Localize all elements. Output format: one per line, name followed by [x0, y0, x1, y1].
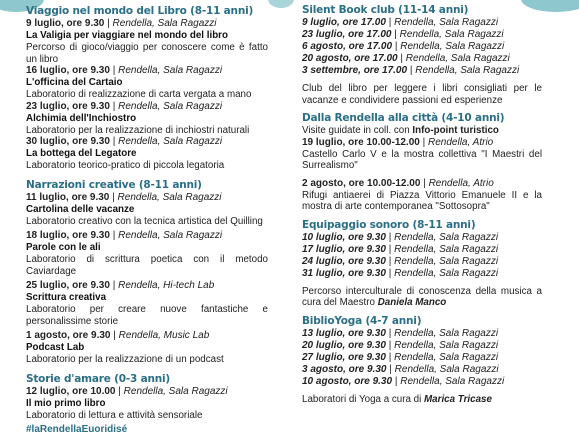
event-date: 20 agosto, ore 17.00	[302, 53, 398, 64]
event-date: 25 luglio, ore 9.30	[26, 280, 110, 291]
event-date: 10 agosto, ore 9.30	[302, 375, 393, 387]
event-title: La Valigia per viaggiare nel mondo del libro	[26, 30, 228, 41]
event-place: Rendella, Sala Ragazzi	[118, 230, 223, 241]
date-row: 6 agosto, ore 17.00 | Rendella, Sala Ragazzi	[302, 41, 505, 52]
section-heading: Equipaggio sonoro (8-11 anni)	[302, 218, 476, 231]
event-title: Podcast Lab	[26, 342, 85, 353]
date-row: 27 luglio, ore 9.30 | Rendella, Sala Ragazzi	[302, 351, 499, 363]
hashtag: #laRendellaEuoridisé	[26, 424, 128, 435]
event-date: 30 luglio, ore 9.30	[26, 136, 110, 147]
section-viaggio	[26, 5, 268, 172]
date-row: 17 luglio, ore 9.30 | Rendella, Sala Ragazzi	[302, 243, 499, 255]
event-place: Rendella, Sala Ragazzi	[118, 136, 223, 147]
section-heading: Dalla Rendella alla città (4-10 anni)	[302, 112, 505, 124]
event-place: Rendella, Sala Ragazzi	[394, 363, 499, 375]
event-date: 31 luglio, ore 9.30	[302, 267, 386, 279]
event-title: Scrittura creativa	[26, 292, 107, 303]
event-place: Rendella, Atrio	[428, 136, 494, 148]
section-heading: BiblioYoga (4-7 anni)	[302, 314, 422, 327]
event-item: 1 agosto, ore 9.30 | Rendella, Music Lab Podcast Lab Laboratorio per la realizzazione di un podcast	[26, 330, 268, 366]
section-silent-book-club	[302, 4, 542, 106]
event-title: La bottega del Legatore	[26, 148, 137, 159]
event-date: 13 luglio, ore 9.30	[302, 327, 386, 339]
event-place: Rendella, Sala Ragazzi	[112, 18, 217, 29]
event-place: Rendella, Hi-tech Lab	[118, 280, 215, 291]
event-description: Rifugi antiaerei di Piazza Vittorio Emanuele II e la mostra di arte contemporanea "Sottosopra"	[302, 189, 542, 212]
event-date: 2 agosto, ore 10.00-12.00	[302, 177, 421, 189]
event-title: Il mio primo libro	[26, 397, 106, 409]
left-column	[26, 4, 268, 436]
event-date: 24 luglio, ore 9.30	[302, 255, 386, 267]
event-item: 23 luglio, ore 9.30 | Rendella, Sala Ragazzi Alchimia dell'Inchiostro Laboratorio per la realizzazione di inchiostri naturali	[26, 101, 268, 137]
event-date: 3 agosto, ore 9.30	[302, 363, 387, 375]
section-equipaggio-sonoro	[302, 219, 542, 309]
event-place: Rendella, Sala Ragazzi	[405, 53, 510, 64]
section-narrazioni	[26, 179, 268, 366]
event-place: Rendella, Sala Ragazzi	[394, 327, 499, 339]
partner-name: Info-point turistico	[412, 125, 499, 136]
event-date: 27 luglio, ore 9.30	[302, 351, 386, 363]
event-title: Parole con le ali	[26, 242, 101, 253]
event-date: 12 luglio, ore 10.00	[26, 385, 116, 397]
event-description: Laboratorio di realizzazione di carta vergata a mano	[26, 89, 252, 100]
event-place: Rendella, Sala Ragazzi	[415, 65, 520, 76]
event-item: 9 luglio, ore 9.30 | Rendella, Sala Ragazzi La Valigia per viaggiare nel mondo del libro Percorso di gioco/viaggio per conoscere come è fatto un libro	[26, 18, 268, 65]
event-item: 16 luglio, ore 9.30 | Rendella, Sala Ragazzi L'officina del Cartaio Laboratorio di realizzazione di carta vergata a mano	[26, 65, 268, 101]
event-date: 10 luglio, ore 9.30	[302, 231, 386, 243]
event-date: 16 luglio, ore 9.30	[26, 65, 110, 76]
event-place: Rendella, Sala Ragazzi	[394, 17, 499, 28]
event-title: Alchimia dell'Inchiostro	[26, 112, 137, 124]
section-storie	[26, 373, 268, 422]
event-place: Rendella, Sala Ragazzi	[394, 255, 499, 267]
date-row: 3 settembre, ore 17.00 | Rendella, Sala Ragazzi	[302, 65, 520, 76]
curator-name: Marica Tricase	[424, 393, 492, 405]
event-item: 11 luglio, ore 9.30 | Rendella, Sala Ragazzi Cartolina delle vacanze Laboratorio creativo con la tecnica artistica del Quilling	[26, 192, 268, 228]
right-column	[302, 4, 542, 405]
section-biblioyoga	[302, 315, 542, 406]
section-heading: Silent Book club (11-14 anni)	[302, 4, 469, 16]
date-row: 24 luglio, ore 9.30 | Rendella, Sala Ragazzi	[302, 255, 499, 267]
date-row: 31 luglio, ore 9.30 | Rendella, Sala Ragazzi	[302, 267, 499, 279]
event-place: Rendella, Sala Ragazzi	[394, 339, 499, 351]
event-place: Rendella, Sala Ragazzi	[117, 191, 222, 203]
event-place: Rendella, Sala Ragazzi	[118, 65, 223, 76]
date-row: 23 luglio, ore 17.00 | Rendella, Sala Ragazzi	[302, 29, 504, 40]
event-description: Laboratorio per la realizzazione di inchiostri naturali	[26, 124, 250, 136]
event-date: 9 luglio, ore 17.00	[302, 17, 386, 28]
event-place: Rendella, Sala Ragazzi	[400, 41, 505, 52]
event-item: 18 luglio, ore 9.30 | Rendella, Sala Ragazzi Parole con le ali Laboratorio di scrittura poetica con il metodo Caviardage	[26, 230, 268, 277]
event-date: 17 luglio, ore 9.30	[302, 243, 386, 255]
section-description: Club del libro per leggere i libri consigliati per le vacanze e condividere passioni ed esperienze	[302, 83, 542, 106]
event-date: 23 luglio, ore 9.30	[26, 100, 110, 112]
event-place: Rendella, Sala Ragazzi	[123, 385, 228, 397]
date-row: 10 luglio, ore 9.30 | Rendella, Sala Ragazzi	[302, 231, 499, 243]
event-date: 20 luglio, ore 9.30	[302, 339, 386, 351]
event-date: 23 luglio, ore 17.00	[302, 29, 392, 40]
date-row: 20 agosto, ore 17.00 | Rendella, Sala Ragazzi	[302, 53, 510, 64]
section-heading: Narrazioni creative (8-11 anni)	[26, 178, 202, 191]
event-title: L'officina del Cartaio	[26, 77, 123, 88]
event-place: Rendella, Sala Ragazzi	[399, 29, 504, 40]
section-heading: Viaggio nel mondo del Libro (8-11 anni)	[26, 5, 254, 17]
event-place: Rendella, Sala Ragazzi	[394, 231, 499, 243]
section-intro: Visite guidate in coll. con Info-point turistico	[302, 125, 499, 136]
date-row: 9 luglio, ore 17.00 | Rendella, Sala Ragazzi	[302, 17, 499, 28]
event-description: Laboratorio di scrittura poetica con il metodo Caviardage	[26, 254, 268, 277]
date-row: 20 luglio, ore 9.30 | Rendella, Sala Ragazzi	[302, 339, 499, 351]
event-place: Rendella, Atrio	[428, 177, 494, 189]
date-row: 3 agosto, ore 9.30 | Rendella, Sala Ragazzi	[302, 363, 499, 375]
event-date: 6 agosto, ore 17.00	[302, 41, 393, 52]
event-place: Rendella, Sala Ragazzi	[394, 351, 499, 363]
event-date: 19 luglio, ore 10.00-12.00	[302, 136, 420, 148]
event-place: Rendella, Sala Ragazzi	[118, 100, 223, 112]
event-description: Laboratorio di lettura e attività sensoriale	[26, 409, 203, 421]
event-description: Laboratorio teorico-pratico di piccola legatoria	[26, 160, 225, 171]
section-description: Percorso interculturale di conoscenza della musica a cura del Maestro Daniela Manco	[302, 285, 542, 308]
decorative-blob-center	[268, 0, 294, 8]
event-date: 11 luglio, ore 9.30	[26, 191, 110, 203]
event-description: Laboratorio creativo con la tecnica artistica del Quilling	[26, 215, 263, 227]
event-place: Rendella, Sala Ragazzi	[394, 267, 499, 279]
event-item: 25 luglio, ore 9.30 | Rendella, Hi-tech Lab Scrittura creativa Laboratorio per creare nuove fantastiche e personalissime storie	[26, 280, 268, 327]
event-description: Laboratorio per la realizzazione di un podcast	[26, 354, 224, 365]
curator-name: Daniela Manco	[377, 297, 447, 308]
section-description: Laboratori di Yoga a cura di Marica Tricase	[302, 393, 492, 405]
event-item: 30 luglio, ore 9.30 | Rendella, Sala Ragazzi La bottega del Legatore Laboratorio teorico-pratico di piccola legatoria	[26, 136, 268, 172]
event-description: Percorso di gioco/viaggio per conoscere come è fatto un libro	[26, 42, 268, 65]
event-date: 18 luglio, ore 9.30	[26, 230, 110, 241]
section-dalla-rendella: Dalla Rendella alla città (4-10 anni) Visite guidate in coll. con Info-point turistico 19 luglio, ore 10.00-12.00 | Rendella, Atrio Castello Carlo V e la mostra collettiva "I Maestri del Surrealismo" 2 agosto, ore 10.00-12.00 | Rendella, Atrio Rifugi antiaerei di Piazza Vittorio Emanuele II e la mostra di arte contemporanea "Sottosopra"	[302, 112, 542, 212]
event-description: Laboratorio per creare nuove fantastiche e personalissime storie	[26, 304, 268, 327]
event-place: Rendella, Sala Ragazzi	[400, 375, 505, 387]
event-date: 3 settembre, ore 17.00	[302, 65, 408, 76]
event-date: 9 luglio, ore 9.30	[26, 18, 105, 29]
event-item: 12 luglio, ore 10.00 | Rendella, Sala Ragazzi Il mio primo libro Laboratorio di lettura e attività sensoriale	[26, 386, 268, 422]
section-heading: Storie d'amare (0-3 anni)	[26, 372, 171, 385]
event-place: Rendella, Sala Ragazzi	[394, 243, 499, 255]
event-title: Cartolina delle vacanze	[26, 203, 135, 215]
event-date: 1 agosto, ore 9.30	[26, 330, 111, 341]
event-description: Castello Carlo V e la mostra collettiva "I Maestri del Surrealismo"	[302, 148, 542, 171]
date-row: 10 agosto, ore 9.30 | Rendella, Sala Ragazzi	[302, 375, 505, 387]
event-place: Rendella, Music Lab	[118, 330, 210, 341]
date-row: 13 luglio, ore 9.30 | Rendella, Sala Ragazzi	[302, 327, 499, 339]
